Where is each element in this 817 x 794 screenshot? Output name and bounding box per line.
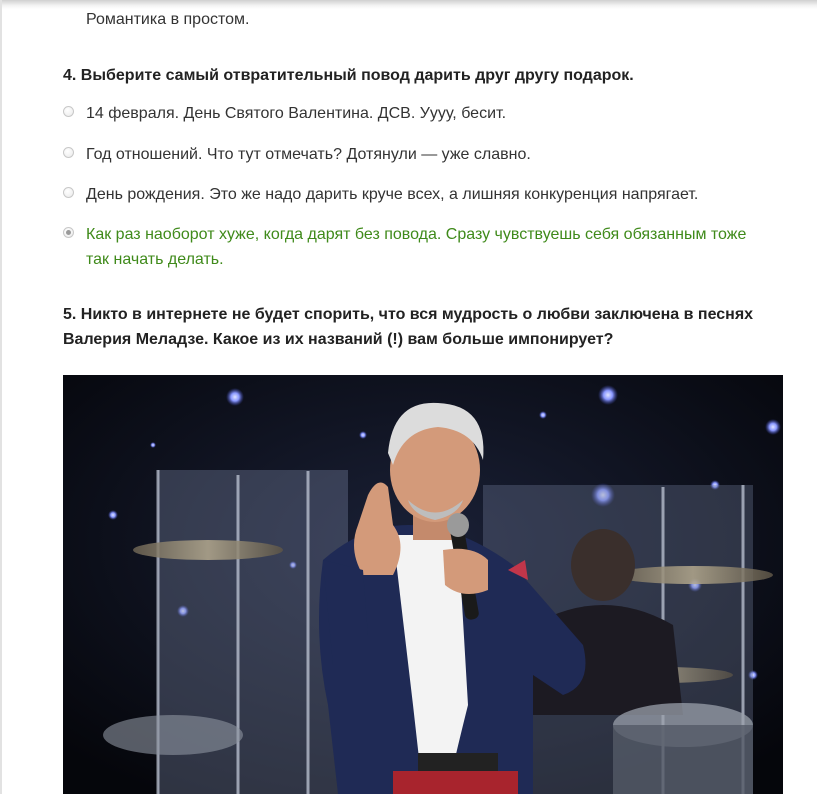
question-5-title: 5. Никто в интернете не будет спорить, что вся мудрость о любви заключена в песнях Валерия Меладзе. Какое из их названий (!) вам больше импонирует? bbox=[63, 306, 754, 348]
singer-concert-photo bbox=[63, 375, 783, 794]
concert-photo-illustration bbox=[63, 375, 783, 794]
question-4-title: 4. Выберите самый отвратительный повод дарить друг другу подарок. bbox=[63, 67, 634, 84]
answer-option-label[interactable]: Как раз наоборот хуже, когда дарят без повода. Сразу чувствуешь себя обязанным тоже так начать делать. bbox=[86, 226, 747, 268]
previous-answer-text: Романтика в простом. bbox=[86, 11, 250, 28]
answer-option-label[interactable]: Год отношений. Что тут отмечать? Дотянули — уже славно. bbox=[86, 146, 531, 163]
radio-button-checked-icon[interactable] bbox=[63, 227, 74, 238]
answer-option-label[interactable]: 14 февраля. День Святого Валентина. ДСВ. Уууу, бесит. bbox=[86, 105, 507, 122]
left-border bbox=[0, 0, 2, 794]
radio-button-icon[interactable] bbox=[63, 106, 74, 117]
radio-button-icon[interactable] bbox=[63, 187, 74, 198]
header-shadow bbox=[0, 0, 817, 9]
radio-button-icon[interactable] bbox=[63, 147, 74, 158]
answer-option-label[interactable]: День рождения. Это же надо дарить круче всех, а лишняя конкуренция напрягает. bbox=[86, 186, 699, 203]
